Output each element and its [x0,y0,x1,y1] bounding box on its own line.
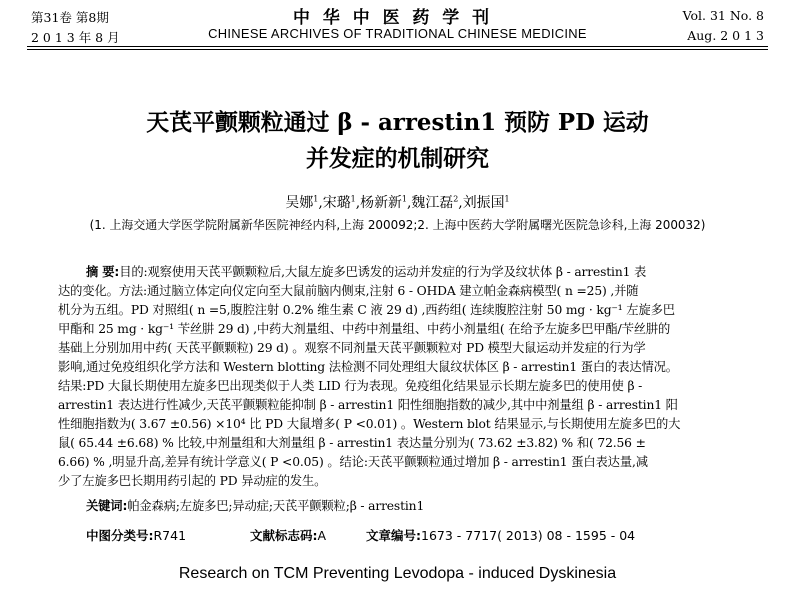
volume-issue-cn: 第31卷 第8期 [31,10,109,25]
abstract-line: 基础上分别加用中药( 天芪平颤颗粒) 29 d) 。观察不同剂量天芪平颤颗粒对 PD 模型大鼠运动并发症的行为学 [58,341,646,355]
volume-issue-en: Vol. 31 No. 8 [682,8,764,23]
abstract-line [86,262,646,280]
author-affiliation-mark: 1 [350,194,356,204]
author-name: 杨新新 [360,195,402,211]
author-affiliation-mark: 1 [401,194,407,204]
header-rule-bottom [27,49,768,50]
author-list: 吴娜$^1$,宋璐$^1$,杨新新$^1$,魏江磊$^2$,刘振国$^1$ [285,194,510,211]
clc-label: 中图分类号: [86,528,154,543]
author-name: 魏江磊 [411,195,454,211]
document-code-value: A [317,528,327,543]
abstract-line: 少了左旋多巴长期用药引起的 PD 异动症的发生。 [58,474,327,488]
english-title: Research on TCM Preventing Levodopa - induced Dyskinesia [178,565,617,582]
abstract-line: 鼠( 65.44 ±6.68) % 比较,中剂量组和大剂量组 β - arrestin1 表达量分别为( 73.62 ±3.82) % 和( 72.56 ± [58,436,646,450]
abstract-line: 达的变化。方法:通过脑立体定向仪定向至大鼠前脑内侧束,注射 6 - OHDA 建立帕金森病模型( n =25) ,并随 [58,284,639,298]
abstract-text: 目的:观察使用天芪平颤颗粒后,大鼠左旋多巴诱发的运动并发症的行为学及纹状体 β - arrestin1 表 [119,265,647,279]
abstract-line: 6.66) % ,明显升高,差异有统计学意义( P <0.05) 。结论:天芪平颤颗粒通过增加 β - arrestin1 蛋白表达量,减 [58,455,648,469]
clc-number [86,526,186,544]
abstract-line: 机分为五组。PD 对照组( n =5,腹腔注射 0.2% 维生素 C 液 29 d) ,西药组( 连续腹腔注射 50 mg · kg⁻¹ 左旋多巴 [58,303,675,317]
keywords-text: 帕金森病;左旋多巴;异动症;天芪平颤颗粒;β - arrestin1 [127,499,425,513]
abstract-line: 结果:PD 大鼠长期使用左旋多巴出现类似于人类 LID 行为表现。免疫组化结果显示长期左旋多巴的使用使 β - [58,379,643,393]
date-cn: 2 0 1 3 年 8 月 [31,30,120,45]
abstract-label: 摘 要: [86,265,120,279]
journal-title-cn: 中华中医药学刊 [293,8,502,28]
date-en: Aug. 2 0 1 3 [687,28,764,43]
journal-title-en: CHINESE ARCHIVES OF TRADITIONAL CHINESE MEDICINE [208,26,587,41]
article-title-line-2: 并发症的机制研究 [305,145,490,172]
abstract-line: 影响,通过免疫组织化学方法和 Western blotting 法检测不同处理组大鼠纹状体区 β - arrestin1 蛋白的表达情况。 [58,360,678,374]
author-name: 刘振国 [462,195,505,211]
abstract-line: 甲酯和 25 mg · kg⁻¹ 苄丝肼 29 d) ,中药大剂量组、中药中剂量组、中药小剂量组( 在给予左旋多巴甲酯/苄丝肼的 [58,322,671,336]
document-code-label: 文献标志码: [250,528,318,543]
author-affiliation-mark: 1 [313,194,319,204]
author-affiliation-mark: 2 [453,194,459,204]
author-name: 宋璐 [322,195,351,211]
keywords-label: 关键词: [86,499,128,513]
author-affiliation-mark: 1 [504,194,510,204]
article-title-line-1: 天芪平颤颗粒通过 β - arrestin1 预防 PD 运动 [146,109,649,136]
abstract-line: arrestin1 表达进行性减少,天芪平颤颗粒能抑制 β - arrestin1 阳性细胞指数的减少,其中中剂量组 β - arrestin1 阳 [58,398,678,412]
header-rule-top [27,46,768,47]
keywords-line [86,496,424,514]
author-name: 吴娜 [285,195,314,211]
article-number [366,526,635,544]
author-affiliations: (1. 上海交通大学医学院附属新华医院神经内科,上海 200092;2. 上海中医药大学附属曙光医院急诊科,上海 200032) [89,218,706,232]
article-number-value: 1673 - 7717( 2013) 08 - 1595 - 04 [421,528,636,543]
article-number-label: 文章编号: [366,528,421,543]
document-code [250,526,326,544]
abstract-line: 性细胞指数为( 3.67 ±0.56) ×10⁴ 比 PD 大鼠增多( P <0.01) 。Western blot 结果显示,与长期使用左旋多巴的大 [58,417,681,431]
clc-value: R741 [153,528,187,543]
